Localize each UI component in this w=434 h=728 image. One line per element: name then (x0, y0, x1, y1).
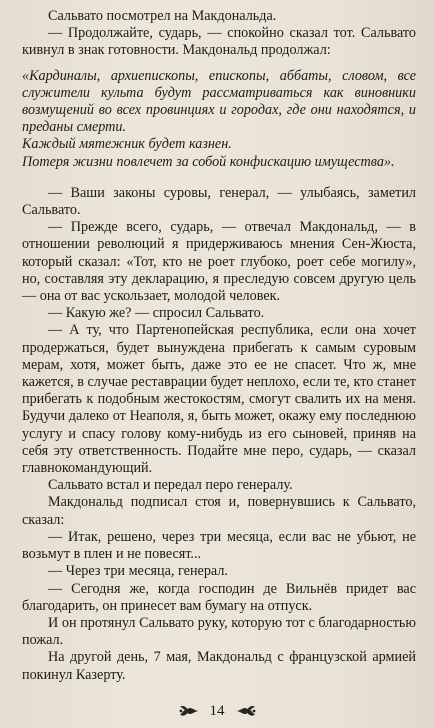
paragraph: — Ваши законы суровы, генерал, — улыбаясь, заметил Сальвато. (22, 184, 416, 219)
paragraph: — Через три месяца, генерал. (48, 563, 228, 580)
fleuron-left-icon (178, 702, 200, 720)
paragraph: Макдональд подписал стоя и, повернувшись к Сальвато, сказал: (22, 494, 416, 528)
paragraph: — А ту, что Партенопейская республика, если она хочет продержаться, будет вынуждена прибегать к самым суровым мерам, хотя, может быть, даже это ее не спасет. Что ж, мне кажется, в случае реставрации будет неплохо, если те, кто станет прибегать к подобным жестокостям, смогут свалить их на меня. Будучи далеко от Неаполя, я, быть может, окажу ему последнюю услугу и спасу голову кому-нибудь из его сыновей, приняв на себя эту ответственность. Подайте мне перо, сударь, — сказал главнокомандующий. (22, 322, 416, 477)
paragraph: — Прежде всего, сударь, — отвечал Макдональд, — в отношении революций я придерживаюсь мнения Сен-Жюста, который сказал: «Тот, кто не роет глубоко, роет себе могилу», но, составляя эту декларацию, я преследую совсем другую цель — она от вас ускользает, молодой человек. (22, 219, 416, 305)
paragraph: — Какую же? — спросил Сальвато. (48, 305, 265, 322)
fleuron-right-icon (235, 702, 257, 720)
page-footer (0, 700, 434, 722)
page-text (22, 8, 416, 684)
page-number: 14 (209, 702, 225, 719)
decree-quote (22, 68, 416, 171)
paragraph: На другой день, 7 мая, Макдональд с французской армией покинул Казерту. (22, 649, 416, 683)
paragraph: Сальвато посмотрел на Макдональда. (48, 8, 277, 24)
paragraph: — Итак, решено, через три месяца, если вас не убьют, не возьмут в плен и не повесят... (22, 528, 416, 563)
paragraph: — Продолжайте, сударь, — спокойно сказал тот. Сальвато кивнул в знак готовности. Макдональд продолжал: (22, 25, 416, 59)
paragraph: — Сегодня же, когда господин де Вильнёв придет вас благодарить, он принесет вам бумагу на отпуск. (22, 580, 416, 614)
paragraph: Сальвато встал и передал перо генералу. (48, 477, 293, 494)
quote-paragraph: «Кардиналы, архиепископы, епископы, аббаты, словом, все служители культа будут рассматриваться как виновники возмущений во всех провинциях и городах, где они находятся, и преданы смерти. (22, 67, 416, 136)
quote-paragraph: Каждый мятежник будет казнен. (22, 136, 232, 153)
paragraph: И он протянул Сальвато руку, которую тот с благодарностью пожал. (22, 614, 416, 649)
quote-paragraph: Потеря жизни повлечет за собой конфискацию имущества». (22, 153, 395, 170)
